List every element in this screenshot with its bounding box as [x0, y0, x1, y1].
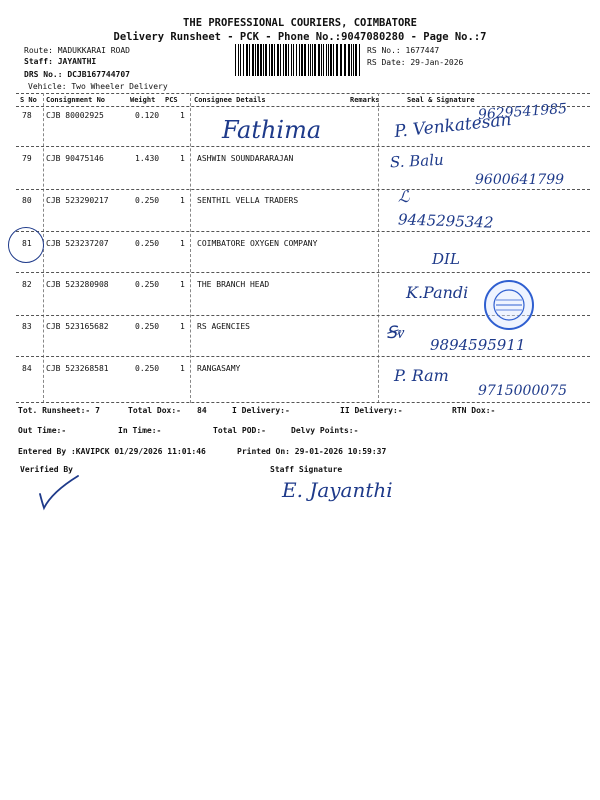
total-runsheet: Tot. Runsheet:- 7	[18, 406, 100, 415]
row-consignment: CJB 523268581	[46, 364, 109, 373]
row-consignee: RANGASAMY	[197, 364, 241, 373]
row-sno: 79	[22, 154, 32, 163]
check-mark-icon	[34, 472, 84, 512]
handwritten-name: Fathima	[222, 116, 322, 144]
row-pcs: 1	[180, 280, 185, 289]
rs-date: RS Date: 29-Jan-2026	[367, 58, 464, 67]
row-consignment: CJB 90475146	[46, 154, 104, 163]
staff-signature-label: Staff Signature	[270, 465, 343, 474]
rs-number: RS No.: 1677447	[367, 46, 440, 55]
total-dox-value: 84	[197, 406, 207, 415]
row-pcs: 1	[180, 111, 185, 120]
row-pcs: 1	[180, 196, 185, 205]
row-sno: 83	[22, 322, 32, 331]
circle-mark-icon	[8, 227, 44, 263]
delvy-points: Delvy Points:-	[291, 426, 359, 435]
row-consignee: ASHWIN SOUNDARARAJAN	[197, 154, 294, 163]
row-weight: 0.250	[135, 196, 160, 205]
handwritten-note: DIL	[432, 250, 460, 268]
handwritten-signature: P. Venkatesan	[393, 109, 513, 143]
handwritten-phone: 9600641799	[475, 172, 565, 188]
handwritten-signature: S. Balu	[389, 150, 445, 172]
row-sno: 81	[22, 239, 32, 248]
col-remarks: Remarks	[350, 96, 380, 104]
entered-by: Entered By :KAVIPCK 01/29/2026 11:01:46	[18, 447, 206, 456]
row-pcs: 1	[180, 364, 185, 373]
row-pcs: 1	[180, 322, 185, 331]
row-weight: 0.250	[135, 239, 160, 248]
row-consignee: RS AGENCIES	[197, 322, 250, 331]
ii-delivery: II Delivery:-	[340, 406, 403, 415]
total-dox-label: Total Dox:-	[128, 406, 181, 415]
row-sno: 80	[22, 196, 32, 205]
verified-by-label: Verified By	[20, 465, 73, 474]
row-pcs: 1	[180, 239, 185, 248]
row-consignment: CJB 523237207	[46, 239, 109, 248]
company-name: THE PROFESSIONAL COURIERS, COIMBATORE	[183, 17, 417, 29]
row-weight: 0.250	[135, 280, 160, 289]
row-consignment: CJB 523165682	[46, 322, 109, 331]
in-time: In Time:-	[118, 426, 162, 435]
col-sno: S No	[20, 96, 37, 104]
col-consignment: Consignment No	[46, 96, 106, 104]
handwritten-signature: P. Ram	[394, 366, 449, 385]
row-consignment: CJB 80002925	[46, 111, 104, 120]
vehicle-label: Vehicle: Two Wheeler Delivery	[28, 82, 168, 91]
col-weight: Weight	[130, 96, 156, 104]
row-consignee: SENTHIL VELLA TRADERS	[197, 196, 299, 205]
col-consignee: Consignee Details	[194, 96, 266, 104]
row-weight: 0.120	[135, 111, 160, 120]
col-pcs: PCS	[165, 96, 178, 104]
staff-label: Staff: JAYANTHI	[24, 57, 97, 66]
handwritten-signature: K.Pandi	[406, 283, 469, 302]
out-time: Out Time:-	[18, 426, 67, 435]
row-sno: 78	[22, 111, 32, 120]
rtn-dox: RTN Dox:-	[452, 406, 496, 415]
total-pod: Total POD:-	[213, 426, 266, 435]
row-consignment: CJB 523280908	[46, 280, 109, 289]
handwritten-mark: ℒ	[398, 187, 410, 206]
barcode-icon	[235, 44, 363, 76]
row-consignee: THE BRANCH HEAD	[197, 280, 270, 289]
row-weight: 0.250	[135, 364, 160, 373]
drs-label: DRS No.: DCJB167744707	[24, 70, 130, 79]
col-seal-signature: Seal & Signature	[407, 96, 475, 104]
row-weight: 0.250	[135, 322, 160, 331]
row-sno: 84	[22, 364, 32, 373]
staff-handwritten-signature: E. Jayanthi	[282, 478, 393, 502]
row-pcs: 1	[180, 154, 185, 163]
printed-on: Printed On: 29-01-2026 10:59:37	[237, 447, 387, 456]
row-consignment: CJB 523290217	[46, 196, 109, 205]
i-delivery: I Delivery:-	[232, 406, 290, 415]
seal-stamp-icon	[482, 278, 536, 332]
sheet-title: Delivery Runsheet - PCK - Phone No.:9047080280 - Page No.:7	[113, 31, 487, 43]
handwritten-phone: 9894595911	[430, 336, 526, 354]
route-label: Route: MADUKKARAI ROAD	[24, 46, 130, 55]
row-sno: 82	[22, 280, 32, 289]
handwritten-phone: 9445295342	[397, 210, 494, 232]
handwritten-mark: Ꞩⱴ	[386, 323, 405, 343]
handwritten-phone: 9715000075	[478, 383, 568, 399]
handwritten-phone: 9629541985	[477, 100, 568, 124]
row-consignee: COIMBATORE OXYGEN COMPANY	[197, 239, 318, 248]
row-weight: 1.430	[135, 154, 160, 163]
